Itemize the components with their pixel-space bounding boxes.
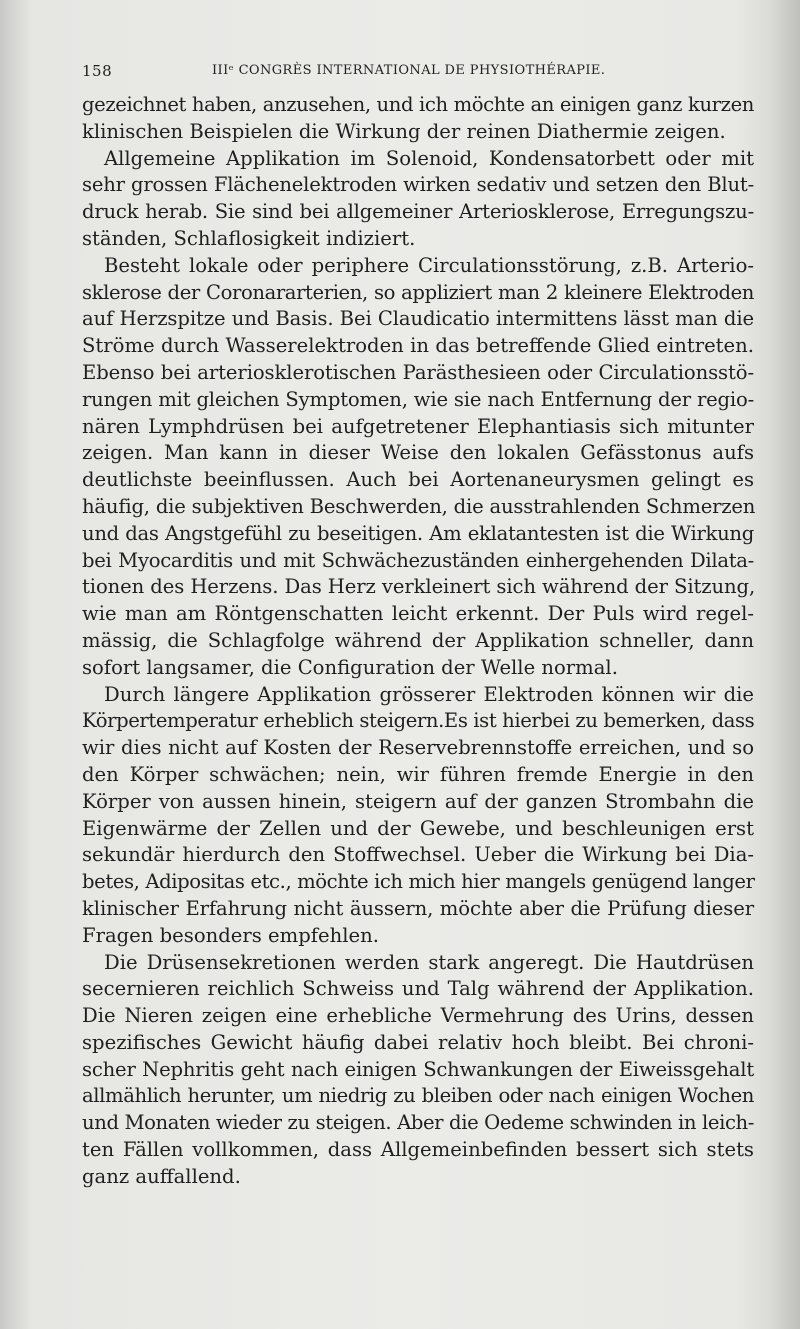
text-line: Die Nieren zeigen eine erhebliche Vermehrung des Urins, dessen xyxy=(82,1004,754,1028)
text-line: deutlichste beeinflussen. Auch bei Aortenaneurysmen gelingt es xyxy=(82,468,754,492)
text-line: Körpertemperatur erheblich steigern.Es ist hierbei zu bemerken, dass xyxy=(82,709,755,733)
text-line: spezifisches Gewicht häufig dabei relativ hoch bleibt. Bei chroni- xyxy=(82,1030,754,1054)
body-text xyxy=(82,92,754,1191)
text-line: zeigen. Man kann in dieser Weise den lokalen Gefässtonus aufs xyxy=(82,441,754,465)
text-line: den Körper schwächen; nein, wir führen fremde Energie in den xyxy=(82,762,754,786)
text-line: betes, Adipositas etc., möchte ich mich hier mangels genügend langer xyxy=(82,870,755,894)
text-line: secernieren reichlich Schweiss und Talg während der Applikation. xyxy=(82,977,754,1001)
text-line: und das Angstgefühl zu beseitigen. Am eklatantesten ist die Wirkung xyxy=(82,521,754,545)
text-line: Eigenwärme der Zellen und der Gewebe, und beschleunigen erst xyxy=(82,816,754,840)
running-header xyxy=(82,62,762,86)
text-line: allmählich herunter, um niedrig zu bleiben oder nach einigen Wochen xyxy=(82,1084,754,1108)
running-title: IIIᵉ CONGRÈS INTERNATIONAL DE PHYSIOTHÉRAPIE. xyxy=(212,63,606,78)
text-line: bei Myocarditis und mit Schwächezuständen einhergehenden Dilata- xyxy=(82,548,754,572)
text-line: sofort langsamer, die Configuration der Welle normal. xyxy=(82,655,618,679)
text-line: sehr grossen Flächenelektroden wirken sedativ und setzen den Blut- xyxy=(82,173,754,197)
text-line: scher Nephritis geht nach einigen Schwankungen der Eiweissgehalt xyxy=(82,1057,754,1081)
text-line: gezeichnet haben, anzusehen, und ich möchte an einigen ganz kurzen xyxy=(82,93,754,116)
text-line: Allgemeine Applikation im Solenoid, Kondensatorbett oder mit xyxy=(104,146,754,170)
text-line: ganz auffallend. xyxy=(82,1164,241,1188)
text-line: ten Fällen vollkommen, dass Allgemeinbefinden bessert sich stets xyxy=(82,1138,754,1162)
text-line: wir dies nicht auf Kosten der Reservebrennstoffe erreichen, und so xyxy=(82,736,754,760)
text-line: klinischer Erfahrung nicht äussern, möchte aber die Prüfung dieser xyxy=(82,896,754,920)
text-line: druck herab. Sie sind bei allgemeiner Arteriosklerose, Erregungszu- xyxy=(82,200,754,224)
text-line: Ebenso bei arteriosklerotischen Parästhesieen oder Circulationsstö- xyxy=(82,360,754,384)
text-line: Körper von aussen hinein, steigern auf der ganzen Strombahn die xyxy=(82,789,754,813)
text-line: tionen des Herzens. Das Herz verkleinert sich während der Sitzung, xyxy=(82,575,756,599)
text-line: häufig, die subjektiven Beschwerden, die ausstrahlenden Schmerzen xyxy=(82,494,756,518)
text-line: Besteht lokale oder periphere Circulationsstörung, z.B. Arterio- xyxy=(104,253,754,277)
text-line: mässig, die Schlagfolge während der Applikation schneller, dann xyxy=(82,628,754,652)
page-number: 158 xyxy=(82,62,113,80)
text-line: nären Lymphdrüsen bei aufgetretener Elephantiasis sich mitunter xyxy=(82,414,754,438)
text-line: ständen, Schlaflosigkeit indiziert. xyxy=(82,226,416,250)
text-line: Durch längere Applikation grösserer Elektroden können wir die xyxy=(104,682,754,706)
text-line: und Monaten wieder zu steigen. Aber die Oedeme schwinden in leich- xyxy=(82,1111,754,1135)
text-line: rungen mit gleichen Symptomen, wie sie nach Entfernung der regio- xyxy=(82,387,754,411)
text-line: Die Drüsensekretionen werden stark angeregt. Die Hautdrüsen xyxy=(104,950,754,974)
text-line: auf Herzspitze und Basis. Bei Claudicatio intermittens lässt man die xyxy=(82,307,754,331)
page-edge-shadow xyxy=(770,0,800,1329)
text-line: Ströme durch Wasserelektroden in das betreffende Glied eintreten. xyxy=(82,334,754,358)
text-line: sekundär hierdurch den Stoffwechsel. Ueber die Wirkung bei Dia- xyxy=(82,843,754,867)
text-line: sklerose der Coronararterien, so appliziert man 2 kleinere Elektroden xyxy=(82,280,754,304)
text-line: klinischen Beispielen die Wirkung der reinen Diathermie zeigen. xyxy=(82,119,726,143)
text-line: wie man am Röntgenschatten leicht erkennt. Der Puls wird regel- xyxy=(82,602,754,626)
text-line: Fragen besonders empfehlen. xyxy=(82,923,379,947)
